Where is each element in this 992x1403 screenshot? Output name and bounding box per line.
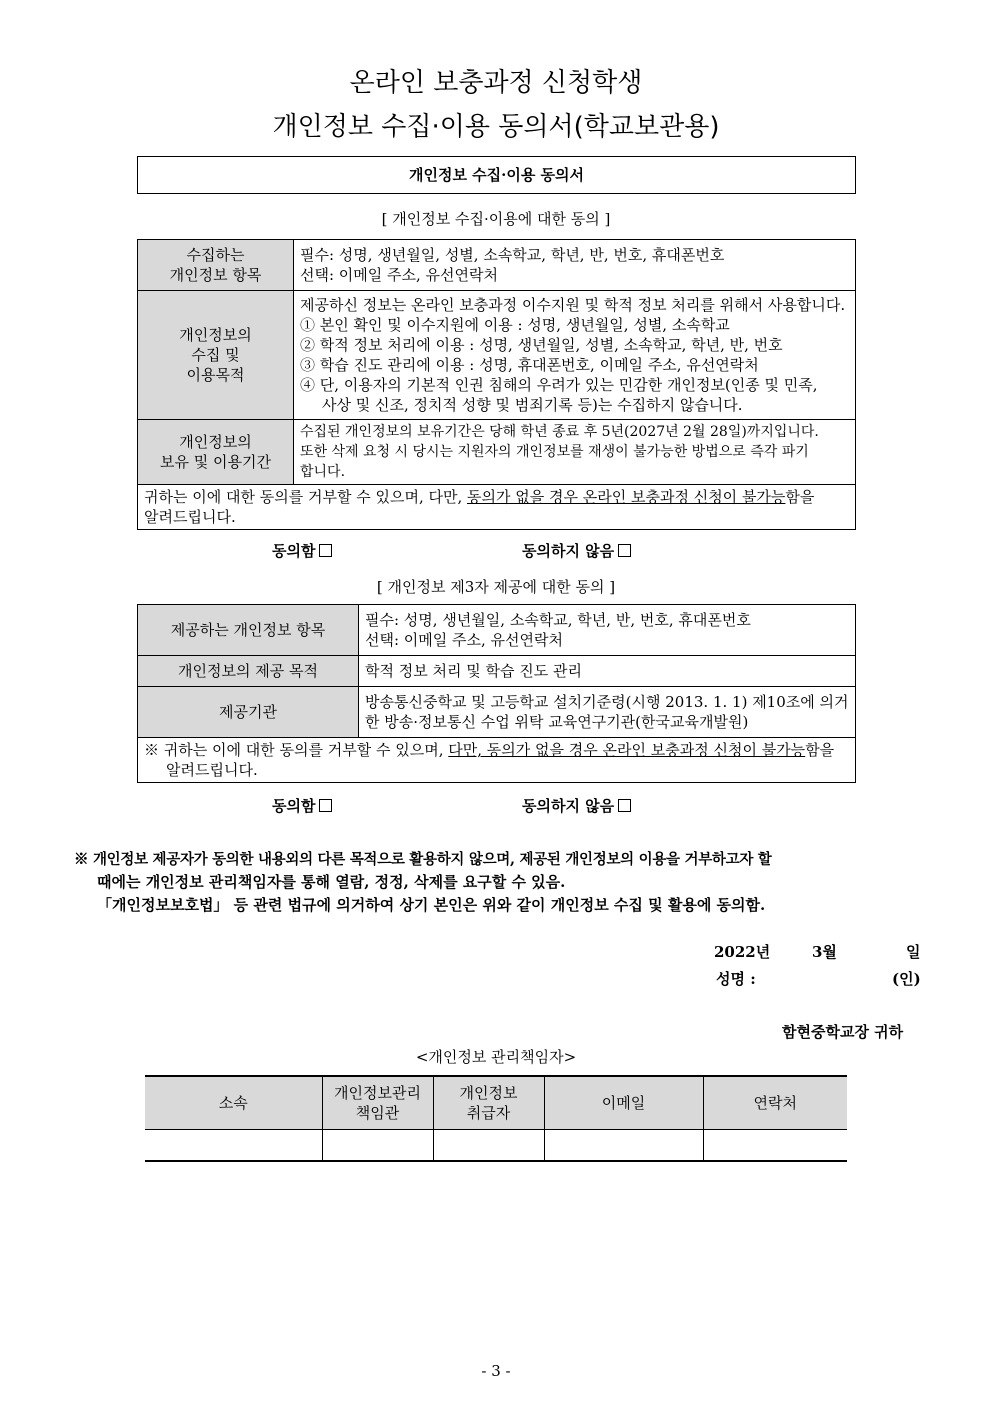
third-party-table bbox=[137, 604, 856, 783]
content-line: 선택: 이메일 주소, 유선연락처 bbox=[365, 631, 564, 649]
content-line: ③ 학습 진도 관리에 이용 : 성명, 휴대폰번호, 이메일 주소, 유선연락처 bbox=[300, 356, 759, 374]
empty-cell[interactable] bbox=[322, 1130, 433, 1162]
table-row bbox=[145, 1130, 847, 1162]
table-row bbox=[138, 485, 856, 530]
agree-option-1[interactable] bbox=[272, 540, 332, 561]
table-row bbox=[138, 605, 856, 656]
disagree-checkbox[interactable] bbox=[618, 544, 631, 557]
note-text: 알려드립니다. bbox=[166, 761, 258, 779]
empty-cell[interactable] bbox=[433, 1130, 544, 1162]
note-text: 함을 bbox=[785, 488, 815, 506]
page-number: - 3 - bbox=[481, 1362, 511, 1380]
row-content bbox=[359, 687, 856, 738]
table-header-row bbox=[145, 1076, 847, 1130]
header-text: 개인정보 bbox=[459, 1084, 518, 1102]
header-text: 소속 bbox=[218, 1094, 248, 1112]
empty-cell[interactable] bbox=[544, 1130, 703, 1162]
note-text: ※ 귀하는 이에 대한 동의를 거부할 수 있으며, bbox=[144, 741, 449, 759]
label-line: 수집하는 bbox=[186, 246, 245, 264]
notice-line: 「개인정보보호법」 등 관련 법규에 의거하여 상기 본인은 위와 같이 개인정보 수집 및 활용에 동의함. bbox=[97, 896, 766, 914]
row-content bbox=[294, 291, 856, 420]
row-content: 학적 정보 처리 및 학습 진도 관리 bbox=[359, 656, 856, 687]
agree-checkbox[interactable] bbox=[319, 544, 332, 557]
header-text: 연락처 bbox=[753, 1094, 797, 1112]
table-row bbox=[138, 738, 856, 783]
content-line: 필수: 성명, 생년월일, 성별, 소속학교, 학년, 반, 번호, 휴대폰번호 bbox=[300, 246, 725, 264]
date-year: 2022년 bbox=[714, 943, 771, 961]
label-line: 수집 및 bbox=[191, 346, 240, 364]
row-label bbox=[138, 240, 294, 291]
note-text: 알려드립니다. bbox=[144, 508, 236, 526]
content-line: 제공하신 정보는 온라인 보충과정 이수지원 및 학적 정보 처리를 위해서 사용합니다. bbox=[300, 296, 846, 314]
agree-label: 동의함 bbox=[272, 797, 316, 815]
date-day: 일 bbox=[906, 943, 921, 961]
row-label: 제공하는 개인정보 항목 bbox=[138, 605, 359, 656]
manager-table-caption: <개인정보 관리책임자> bbox=[415, 1048, 577, 1066]
collection-table bbox=[137, 239, 856, 530]
collection-section-title: [ 개인정보 수집·이용에 대한 동의 ] bbox=[381, 210, 611, 228]
header-cell bbox=[703, 1076, 847, 1130]
header-cell bbox=[433, 1076, 544, 1130]
row-label: 개인정보의 제공 목적 bbox=[138, 656, 359, 687]
note-underline-text: 동의가 없을 경우 온라인 보충과정 신청이 불가능 bbox=[467, 488, 786, 506]
date-month: 3월 bbox=[812, 943, 837, 961]
content-line: ④ 단, 이용자의 기본적 인권 침해의 우려가 있는 민감한 개인정보(인종 및 민족, bbox=[300, 376, 818, 394]
label-line: 개인정보의 bbox=[179, 326, 252, 344]
label-line: 이용목적 bbox=[186, 366, 245, 384]
row-label bbox=[138, 291, 294, 420]
content-line: 한 방송·정보통신 수업 위탁 교육연구기관(한국교육개발원) bbox=[365, 713, 749, 731]
note-text: 귀하는 이에 대한 동의를 거부할 수 있으며, 다만, bbox=[144, 488, 467, 506]
row-content bbox=[294, 420, 856, 485]
table-row bbox=[138, 420, 856, 485]
header-text: 개인정보관리 bbox=[334, 1084, 421, 1102]
label-line: 보유 및 이용기간 bbox=[160, 453, 271, 471]
empty-cell[interactable] bbox=[145, 1130, 322, 1162]
table-row bbox=[138, 240, 856, 291]
seal-mark: (인) bbox=[892, 970, 921, 988]
header-cell bbox=[145, 1076, 322, 1130]
consent-box-title: 개인정보 수집·이용 동의서 bbox=[137, 156, 856, 194]
table-row bbox=[138, 291, 856, 420]
disagree-option-2[interactable] bbox=[522, 795, 631, 816]
header-text: 책임관 bbox=[355, 1104, 400, 1122]
header-text: 이메일 bbox=[601, 1094, 646, 1112]
empty-cell[interactable] bbox=[703, 1130, 847, 1162]
notice-line: 때에는 개인정보 관리책임자를 통해 열람, 정정, 삭제를 요구할 수 있음. bbox=[97, 873, 566, 891]
disagree-checkbox[interactable] bbox=[618, 799, 631, 812]
row-content bbox=[294, 240, 856, 291]
name-label: 성명 : bbox=[716, 970, 756, 988]
content-line: 사상 및 신조, 정치적 성향 및 범죄기록 등)는 수집하지 않습니다. bbox=[322, 396, 743, 414]
content-line: 선택: 이메일 주소, 유선연락처 bbox=[300, 266, 499, 284]
notice-line: ※ 개인정보 제공자가 동의한 내용외의 다른 목적으로 활용하지 않으며, 제공된 개인정보의 이용을 거부하고자 할 bbox=[74, 851, 772, 868]
header-cell bbox=[544, 1076, 703, 1130]
header-cell bbox=[322, 1076, 433, 1130]
page-title-line1: 온라인 보충과정 신청학생 bbox=[349, 68, 643, 98]
note-text: 함을 bbox=[805, 741, 835, 759]
header-text: 취급자 bbox=[466, 1104, 511, 1122]
content-line: 방송통신중학교 및 고등학교 설치기준령(시행 2013. 1. 1) 제10조에 의거 bbox=[365, 693, 849, 711]
manager-table bbox=[145, 1075, 847, 1162]
disagree-label: 동의하지 않음 bbox=[522, 797, 615, 815]
content-line: ① 본인 확인 및 이수지원에 이용 : 성명, 생년월일, 성별, 소속학교 bbox=[300, 316, 730, 334]
agree-label: 동의함 bbox=[272, 542, 316, 560]
page-title-line2: 개인정보 수집·이용 동의서(학교보관용) bbox=[272, 112, 720, 142]
content-line: 수집된 개인정보의 보유기간은 당해 학년 종료 후 5년(2027년 2월 28일)까지입니다. bbox=[300, 424, 819, 440]
agree-checkbox[interactable] bbox=[319, 799, 332, 812]
disagree-label: 동의하지 않음 bbox=[522, 542, 615, 560]
third-party-section-title: [ 개인정보 제3자 제공에 대한 동의 ] bbox=[376, 578, 616, 596]
collection-refusal-note bbox=[138, 485, 856, 530]
label-line: 개인정보의 bbox=[179, 433, 252, 451]
content-line: ② 학적 정보 처리에 이용 : 성명, 생년월일, 성별, 소속학교, 학년, 반, 번호 bbox=[300, 336, 783, 354]
content-line: 또한 삭제 요청 시 당시는 지원자의 개인정보를 재생이 불가능한 방법으로 즉각 파기 bbox=[300, 444, 809, 460]
row-label bbox=[138, 420, 294, 485]
recipient: 함현중학교장 귀하 bbox=[782, 1023, 904, 1041]
disagree-option-1[interactable] bbox=[522, 540, 631, 561]
content-line: 필수: 성명, 생년월일, 소속학교, 학년, 반, 번호, 휴대폰번호 bbox=[365, 611, 751, 629]
row-label: 제공기관 bbox=[138, 687, 359, 738]
table-row bbox=[138, 687, 856, 738]
privacy-notice bbox=[74, 848, 924, 917]
content-line: 합니다. bbox=[300, 464, 346, 480]
table-row bbox=[138, 656, 856, 687]
third-party-refusal-note bbox=[138, 738, 856, 783]
label-line: 개인정보 항목 bbox=[169, 266, 262, 284]
note-underline-text: 다만, 동의가 없을 경우 온라인 보충과정 신청이 불가능 bbox=[448, 741, 806, 759]
agree-option-2[interactable] bbox=[272, 795, 332, 816]
row-content bbox=[359, 605, 856, 656]
